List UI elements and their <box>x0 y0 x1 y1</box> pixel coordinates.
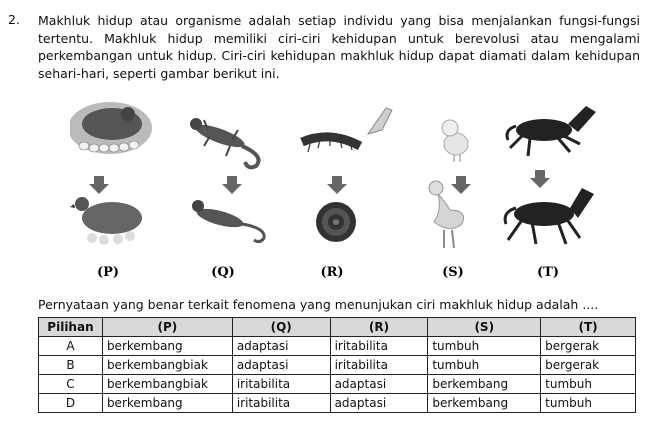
label-s: (S) <box>442 265 464 280</box>
arrow-down-icon <box>222 176 242 194</box>
chick-image <box>442 120 468 162</box>
header-r: (R) <box>330 318 428 337</box>
label-p: (P) <box>96 265 120 280</box>
header-t: (T) <box>541 318 636 337</box>
table-cell: adaptasi <box>330 375 428 394</box>
question-line-3: perkembangan untuk hidup. Ciri-ciri kehidupan makhluk hidup dapat diamati dalam kehidupan <box>38 48 640 63</box>
table-cell: bergerak <box>541 337 636 356</box>
question-prompt: Pernyataan yang benar terkait fenomena yang menunjukan ciri makhluk hidup adalah .... <box>38 297 599 312</box>
option-letter: C <box>39 375 103 394</box>
option-letter: B <box>39 356 103 375</box>
table-cell: iritabilita <box>232 394 330 413</box>
table-cell: berkembang <box>102 394 232 413</box>
table-cell: tumbuh <box>541 394 636 413</box>
arrow-down-icon <box>530 170 550 188</box>
table-cell: iritabilita <box>330 356 428 375</box>
table-cell: berkembang <box>428 375 541 394</box>
label-r: (R) <box>320 265 344 280</box>
question-line-2: tertentu. Makhluk hidup memiliki ciri-ciri kehidupan untuk berevolusi atau mengalami <box>38 30 640 46</box>
life-characteristics-figure <box>70 100 610 290</box>
table-cell: berkembang <box>428 394 541 413</box>
table-cell: berkembang <box>102 337 232 356</box>
millipede-finger-image <box>302 108 392 152</box>
table-cell: iritabilita <box>232 375 330 394</box>
table-cell: tumbuh <box>428 337 541 356</box>
table-cell: tumbuh <box>428 356 541 375</box>
header-s: (S) <box>428 318 541 337</box>
table-header-row <box>39 318 636 337</box>
table-cell: bergerak <box>541 356 636 375</box>
table-row[interactable] <box>39 356 636 375</box>
arrow-down-icon <box>89 176 109 194</box>
label-t: (T) <box>537 265 559 280</box>
table-cell: adaptasi <box>232 337 330 356</box>
question-paragraph <box>38 12 640 82</box>
gecko-image <box>190 118 259 167</box>
header-q: (Q) <box>232 318 330 337</box>
question-number: 2. <box>8 12 20 27</box>
option-letter: D <box>39 394 103 413</box>
table-cell: iritabilita <box>330 337 428 356</box>
table-row[interactable] <box>39 394 636 413</box>
question-line-4: sehari-hari, seperti gambar berikut ini. <box>38 65 280 81</box>
arrow-down-icon <box>451 176 471 194</box>
table-cell: adaptasi <box>330 394 428 413</box>
table-cell: berkembangbiak <box>102 375 232 394</box>
arrow-down-icon <box>327 176 347 194</box>
header-p: (P) <box>102 318 232 337</box>
table-cell: tumbuh <box>541 375 636 394</box>
horse-running-image <box>507 106 596 156</box>
header-pilihan: Pilihan <box>39 318 103 337</box>
horse-galloping-image <box>505 188 594 244</box>
label-q: (Q) <box>211 265 235 280</box>
option-letter: A <box>39 337 103 356</box>
hen-chicks-image <box>70 197 142 245</box>
table-row[interactable] <box>39 337 636 356</box>
gecko-regrown-tail-image <box>192 200 264 242</box>
table-cell: berkembangbiak <box>102 356 232 375</box>
millipede-curled-image <box>316 202 356 242</box>
table-cell: adaptasi <box>232 356 330 375</box>
hen-eggs-image <box>70 102 152 154</box>
table-row[interactable] <box>39 375 636 394</box>
answer-table <box>38 317 636 413</box>
question-line-1: Makhluk hidup atau organisme adalah setiap individu yang bisa menjalankan fungsi-fungsi <box>38 13 640 28</box>
